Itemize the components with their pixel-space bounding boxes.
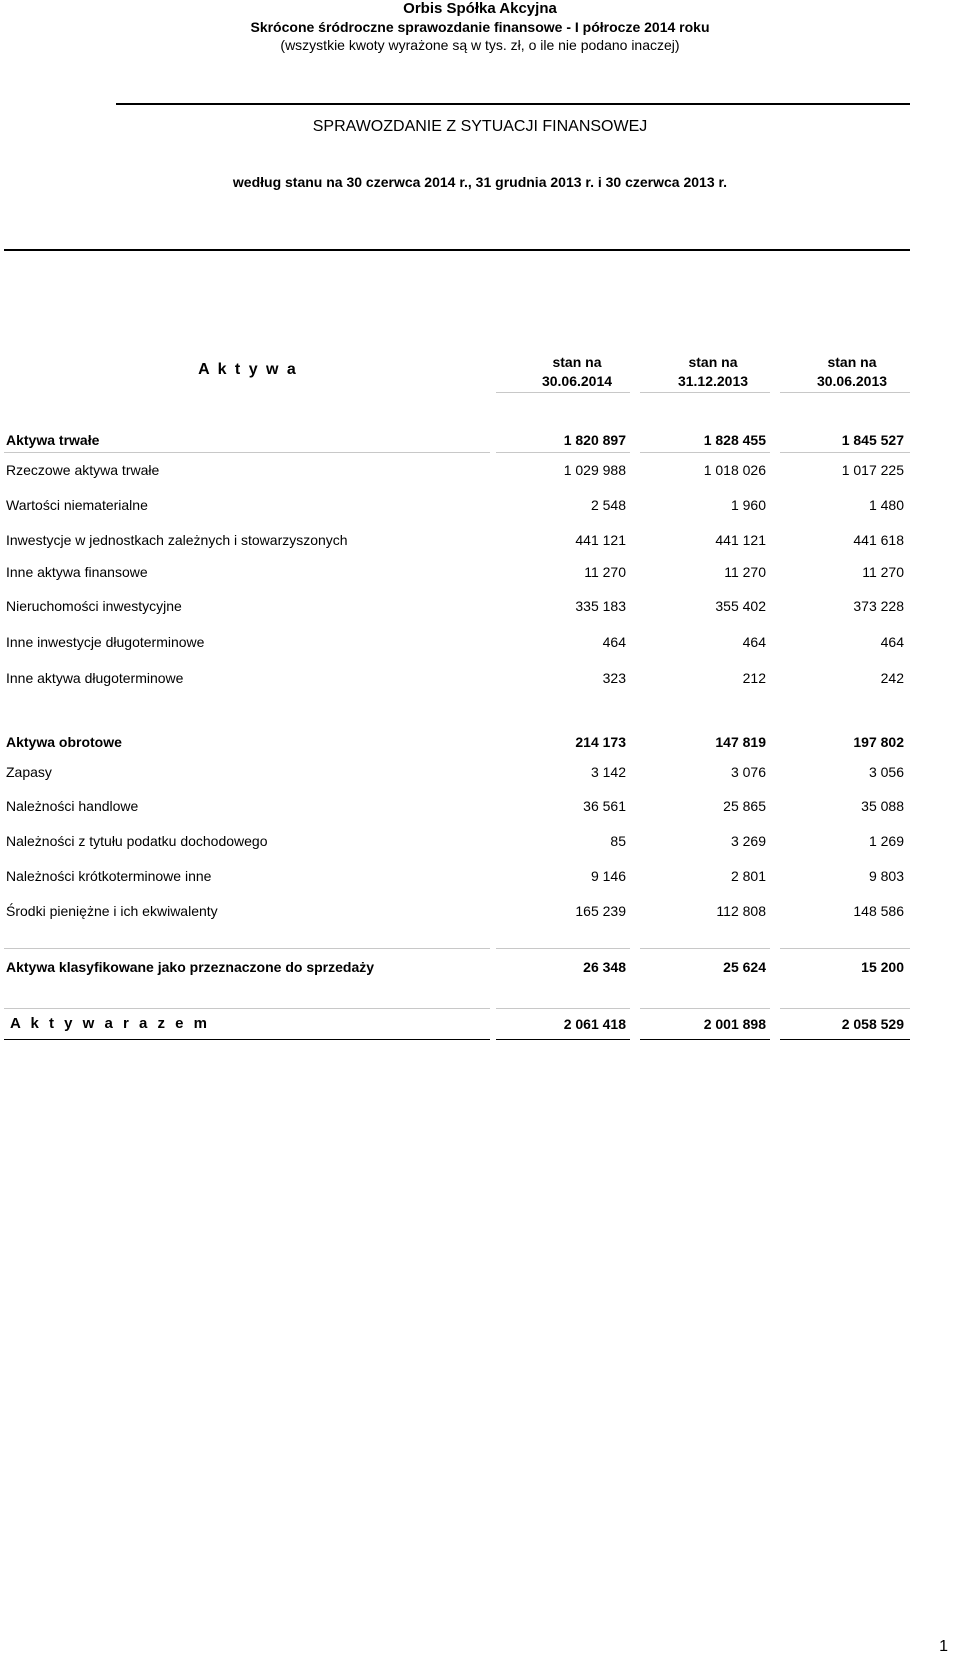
row-separator (496, 452, 630, 453)
row-value: 242 (880, 670, 904, 686)
row-label: Inne aktywa długoterminowe (6, 670, 184, 686)
row-value: 26 348 (583, 959, 626, 975)
table-row (0, 864, 960, 888)
column-header-2-line1: stan na (688, 354, 738, 370)
amounts-note: (wszystkie kwoty wyrażone są w tys. zł, o ile nie podano inaczej) (280, 37, 680, 53)
row-separator (4, 948, 490, 949)
row-value: 214 173 (575, 734, 626, 750)
row-value: 464 (602, 634, 626, 650)
row-value: 464 (742, 634, 766, 650)
row-value: 2 001 898 (703, 1016, 766, 1032)
row-separator (640, 452, 770, 453)
row-value: 2 801 (730, 868, 766, 884)
row-separator (4, 452, 490, 453)
row-value: 1 480 (868, 497, 904, 513)
table-row (0, 829, 960, 853)
column-header-2 (658, 353, 768, 391)
row-value: 2 548 (590, 497, 626, 513)
statement-dates: według stanu na 30 czerwca 2014 r., 31 grudnia 2013 r. i 30 czerwca 2013 r. (232, 174, 728, 190)
row-label: Należności krótkoterminowe inne (6, 868, 212, 884)
row-value: 3 076 (730, 764, 766, 780)
row-value: 441 618 (853, 532, 904, 548)
table-row (0, 594, 960, 618)
row-value: 148 586 (853, 903, 904, 919)
row-separator (4, 1039, 490, 1040)
row-separator (496, 1008, 630, 1009)
table-row (0, 528, 960, 552)
row-label: Inwestycje w jednostkach zależnych i stowarzyszonych (6, 532, 348, 548)
table-row (0, 760, 960, 784)
row-value: 15 200 (861, 959, 904, 975)
row-label: Nieruchomości inwestycyjne (6, 598, 182, 614)
column-header-1-line2: 30.06.2014 (541, 373, 613, 389)
page-number: 1 (939, 1638, 948, 1655)
row-value: 1 845 527 (841, 432, 904, 448)
row-value: 25 624 (723, 959, 766, 975)
row-value: 11 270 (724, 564, 766, 580)
table-row (0, 493, 960, 517)
row-label: Środki pieniężne i ich ekwiwalenty (6, 903, 218, 919)
row-value: 165 239 (575, 903, 626, 919)
table-row (0, 730, 960, 754)
row-separator (640, 1039, 770, 1040)
row-value: 35 088 (861, 798, 904, 814)
row-label: Należności handlowe (6, 798, 139, 814)
row-value: 1 269 (868, 833, 904, 849)
table-row (0, 630, 960, 654)
company-name: Orbis Spółka Akcyjna (403, 0, 557, 17)
row-label: A k t y w a r a z e m (10, 1015, 210, 1032)
table-row (0, 666, 960, 690)
row-value: 373 228 (853, 598, 904, 614)
row-label: Inne inwestycje długoterminowe (6, 634, 205, 650)
table-row (0, 1012, 960, 1036)
row-value: 147 819 (715, 734, 766, 750)
row-value: 355 402 (715, 598, 766, 614)
row-value: 11 270 (584, 564, 626, 580)
row-value: 3 269 (730, 833, 766, 849)
row-separator (496, 948, 630, 949)
row-value: 1 029 988 (563, 462, 626, 478)
row-value: 9 146 (590, 868, 626, 884)
table-row (0, 899, 960, 923)
column-header-1 (522, 353, 632, 391)
column-header-3-line2: 30.06.2013 (816, 373, 888, 389)
header-rule (4, 249, 910, 251)
row-label: Należności z tytułu podatku dochodowego (6, 833, 268, 849)
row-label: Aktywa obrotowe (6, 734, 122, 750)
row-value: 3 142 (590, 764, 626, 780)
column-header-underline (640, 392, 770, 393)
row-value: 2 061 418 (563, 1016, 626, 1032)
row-separator (4, 1008, 490, 1009)
row-value: 3 056 (868, 764, 904, 780)
row-value: 441 121 (575, 532, 626, 548)
column-header-1-line1: stan na (552, 354, 602, 370)
table-row (0, 560, 960, 584)
row-label: Zapasy (6, 764, 52, 780)
top-rule (116, 103, 910, 105)
row-value: 2 058 529 (841, 1016, 904, 1032)
column-header-3-line1: stan na (827, 354, 877, 370)
row-separator (496, 1039, 630, 1040)
table-row (0, 955, 960, 979)
table-row (0, 794, 960, 818)
row-value: 1 960 (730, 497, 766, 513)
column-header-3 (797, 353, 907, 391)
row-value: 441 121 (715, 532, 766, 548)
column-header-underline (496, 392, 630, 393)
column-header-2-line2: 31.12.2013 (677, 373, 749, 389)
row-value: 212 (742, 670, 766, 686)
assets-heading: A k t y w a (198, 361, 298, 378)
row-value: 197 802 (853, 734, 904, 750)
row-separator (640, 1008, 770, 1009)
row-value: 36 561 (583, 798, 626, 814)
row-separator (640, 948, 770, 949)
row-value: 1 828 455 (703, 432, 766, 448)
row-value: 1 820 897 (563, 432, 626, 448)
row-value: 1 017 225 (841, 462, 904, 478)
row-label: Rzeczowe aktywa trwałe (6, 462, 160, 478)
row-value: 323 (602, 670, 626, 686)
row-separator (780, 1008, 910, 1009)
row-value: 9 803 (868, 868, 904, 884)
table-row (0, 458, 960, 482)
table-row (0, 428, 960, 452)
column-header-underline (780, 392, 910, 393)
row-separator (780, 948, 910, 949)
statement-title: SPRAWOZDANIE Z SYTUACJI FINANSOWEJ (312, 118, 648, 135)
row-label: Wartości niematerialne (6, 497, 148, 513)
report-subtitle: Skrócone śródroczne sprawozdanie finansowe - I półrocze 2014 roku (250, 19, 710, 35)
row-separator (780, 1039, 910, 1040)
row-value: 25 865 (723, 798, 766, 814)
row-value: 85 (610, 833, 626, 849)
row-label: Aktywa klasyfikowane jako przeznaczone do sprzedaży (6, 959, 375, 975)
row-separator (780, 452, 910, 453)
row-label: Inne aktywa finansowe (6, 564, 148, 580)
row-value: 112 808 (716, 903, 766, 919)
row-value: 1 018 026 (703, 462, 766, 478)
row-value: 11 270 (862, 564, 904, 580)
row-label: Aktywa trwałe (6, 432, 100, 448)
row-value: 464 (880, 634, 904, 650)
row-value: 335 183 (575, 598, 626, 614)
